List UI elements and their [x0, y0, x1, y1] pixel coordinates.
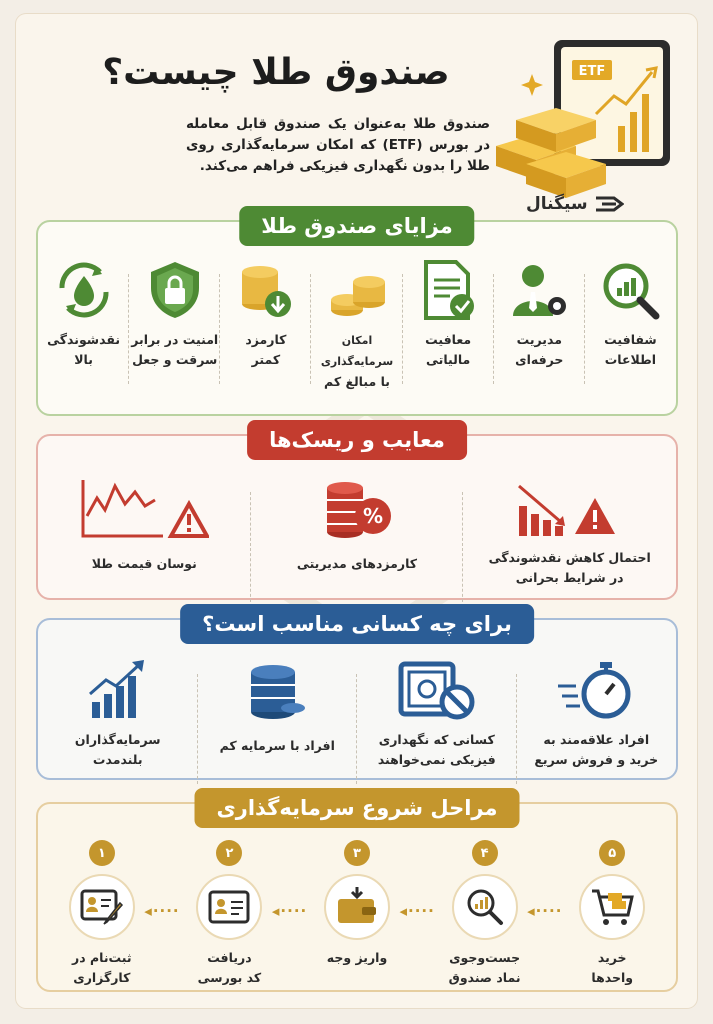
step-arrow-icon: ◂····	[271, 902, 308, 920]
infographic-page	[16, 14, 697, 1008]
step-item	[38, 840, 180, 988]
audience-title: برای چه کسانی مناسب است؟	[180, 604, 534, 644]
risk-item	[251, 476, 464, 588]
wallet-icon	[336, 887, 378, 927]
risks-title: معایب و ریسک‌ها	[247, 420, 467, 460]
step-item	[166, 840, 308, 988]
step-label: نماد صندوق	[448, 970, 521, 985]
audience-label: کسانی که نگهداری	[378, 732, 495, 747]
id-card-icon	[208, 890, 250, 924]
risk-item	[463, 476, 676, 588]
audience-item	[517, 658, 677, 770]
audience-label: فیزیکی نمی‌خواهند	[377, 752, 496, 767]
step-label: خرید	[597, 950, 627, 965]
audience-label: خرید و فروش سریع	[534, 752, 659, 767]
risk-label: نوسان قیمت طلا	[91, 556, 197, 571]
step-arrow-icon: ◂····	[527, 902, 563, 920]
benefit-label: حرفه‌ای	[515, 352, 564, 367]
audience-label: افراد علاقه‌مند به	[543, 732, 650, 747]
id-card-pen-icon	[80, 889, 124, 925]
benefits-section	[36, 214, 678, 416]
step-label: دریافت	[207, 950, 252, 965]
benefit-item	[403, 258, 494, 392]
audience-item	[357, 658, 517, 770]
step-label: کارگزاری	[73, 970, 131, 985]
benefits-title: مزایای صندوق طلا	[239, 206, 474, 246]
benefit-item	[311, 258, 402, 392]
step-number: ۵	[599, 840, 625, 866]
audience-label: افراد با سرمایه کم	[219, 738, 335, 753]
step-item	[421, 840, 563, 988]
audience-label: سرمایه‌گذاران	[74, 732, 161, 747]
benefit-label: امنیت در برابر	[131, 332, 219, 347]
magnifier-chart-icon	[465, 887, 505, 927]
brand-logo	[526, 192, 624, 216]
step-number: ۴	[472, 840, 498, 866]
step-label: ثبت‌نام در	[72, 950, 132, 965]
coin-stack-icon	[245, 658, 309, 722]
benefit-label: مالیاتی	[426, 352, 471, 367]
safe-blocked-icon	[395, 658, 479, 722]
risk-label: در شرایط بحرانی	[515, 570, 624, 585]
intro-text: صندوق طلا به‌عنوان یک صندوق قابل معامله در بورس (ETF) که امکان سرمایه‌گذاری روی طلا را بدون نگهداری فیزیکی فراهم می‌کند.	[186, 116, 491, 174]
risk-label: احتمال کاهش نقدشوندگی	[488, 550, 651, 565]
audience-item	[198, 658, 358, 770]
step-arrow-icon: ◂····	[399, 902, 435, 920]
benefit-label: مدیریت	[516, 332, 562, 347]
step-number: ۳	[344, 840, 370, 866]
benefit-item	[38, 258, 129, 392]
manager-gear-icon	[507, 258, 571, 322]
svg-text:%: %	[362, 504, 384, 528]
benefit-label: معافیت	[425, 332, 472, 347]
benefit-label: کارمزد	[245, 332, 287, 347]
benefit-item	[129, 258, 220, 392]
benefit-label: اطلاعات	[604, 352, 657, 367]
benefit-item	[494, 258, 585, 392]
volatile-chart-warning-icon	[79, 476, 209, 540]
magnifier-chart-icon	[598, 258, 662, 322]
audience-section	[36, 612, 678, 780]
step-number: ۱	[89, 840, 115, 866]
brand-name: سیگنال	[526, 194, 588, 214]
benefit-label: کمتر	[251, 352, 281, 367]
benefit-item	[220, 258, 311, 392]
benefit-label: نقدشوندگی	[47, 332, 121, 347]
brand-mark-icon	[594, 192, 624, 216]
step-label: کد بورسی	[197, 970, 262, 985]
benefit-label: امکان سرمایه‌گذاری	[320, 334, 394, 368]
growth-chart-icon	[86, 658, 150, 722]
page-title: صندوق طلا چیست؟	[102, 52, 450, 93]
risk-item	[38, 476, 251, 588]
coins-down-icon	[234, 258, 298, 322]
step-item	[293, 840, 435, 988]
risks-section	[36, 428, 678, 600]
step-item	[548, 840, 676, 988]
step-label: واحدها	[591, 970, 634, 985]
coins-stack-icon	[325, 258, 389, 322]
benefit-label: بالا	[74, 352, 93, 367]
step-number: ۲	[216, 840, 242, 866]
benefit-label: سرقت و جعل	[132, 352, 218, 367]
step-label: جست‌وجوی	[449, 950, 521, 965]
audience-label: بلندمدت	[92, 752, 143, 767]
risk-label: کارمزدهای مدیریتی	[296, 556, 418, 571]
stopwatch-icon	[554, 658, 638, 722]
benefit-item	[585, 258, 676, 392]
coins-percent-icon	[315, 476, 399, 540]
shield-lock-icon	[143, 258, 207, 322]
cart-gold-icon	[590, 887, 634, 927]
steps-section	[36, 796, 678, 992]
benefit-label: شفافیت	[604, 332, 657, 347]
document-check-icon	[416, 258, 480, 322]
benefit-label: با مبالغ کم	[324, 374, 390, 389]
falling-bars-warning-icon	[515, 476, 625, 540]
etf-label: ETF	[578, 64, 606, 79]
audience-item	[38, 658, 198, 770]
step-label: واریز وجه	[326, 950, 388, 965]
steps-title: مراحل شروع سرمایه‌گذاری	[195, 788, 520, 828]
drop-cycle-icon	[52, 258, 116, 322]
step-arrow-icon: ◂····	[144, 902, 180, 920]
